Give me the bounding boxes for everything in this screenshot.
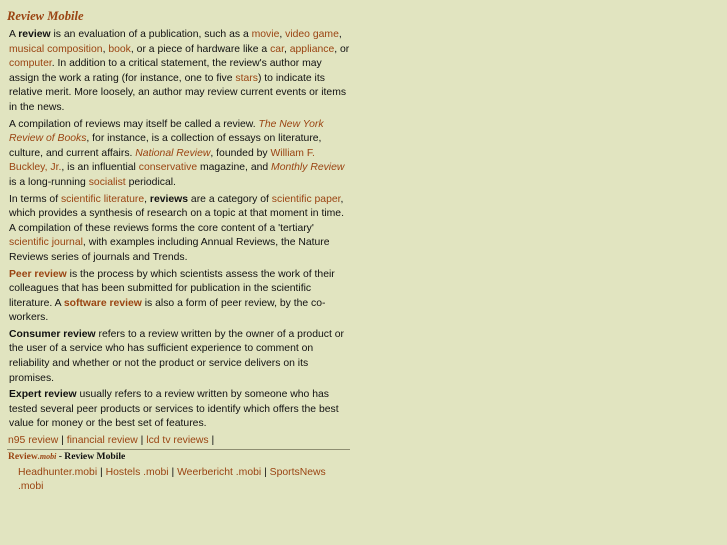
text: , which provides a synthesis of research on a topic at that moment in time. A compilation of these reviews forms the core content of a 'tertiary' (9, 193, 344, 234)
text: is a long-running (9, 176, 89, 188)
link-financial-review[interactable]: financial review (66, 435, 138, 447)
link-william-f-buckley[interactable]: William F. Buckley, Jr. (9, 147, 315, 174)
partner-links-row (18, 466, 350, 494)
page-content (7, 8, 350, 494)
link-headhunter-mobi[interactable]: Headhunter.mobi (18, 467, 98, 479)
text: are a category of (188, 193, 272, 205)
text: refers to a review written by the owner of a product or the user of a service who has sufficient experience to comment on reliability and whether or not the product or service delivers on its promises. (9, 328, 344, 384)
link-socialist[interactable]: socialist (88, 176, 126, 188)
link-lcd-tv-reviews[interactable]: lcd tv reviews (146, 435, 209, 447)
term-software-review: software review (63, 297, 142, 309)
text: , founded by (210, 147, 271, 159)
link-scientific-paper[interactable]: scientific paper (271, 193, 341, 205)
text: , (338, 29, 342, 40)
link-conservative[interactable]: conservative (138, 162, 198, 174)
link-stars[interactable]: stars (235, 72, 258, 84)
term-reviews: reviews (149, 193, 189, 205)
review-links-row (8, 434, 350, 448)
text: , (283, 43, 290, 55)
term-consumer-review: Consumer review (9, 328, 96, 340)
paragraph-peer-review (9, 268, 350, 326)
separator: | (168, 467, 178, 479)
divider (7, 449, 350, 450)
link-new-york-review-of-books[interactable]: The New York Review of Books (9, 118, 324, 145)
text: ) to indicate its relative merit. More loosely, an author may review current events or items in the news. (9, 72, 347, 113)
link-scientific-literature[interactable]: scientific literature (60, 193, 145, 205)
link-book[interactable]: book (108, 43, 131, 55)
text: . In addition to a critical statement, the review's author may assign the work a rating (for instance, one to five (9, 58, 322, 84)
link-appliance[interactable]: appliance (289, 43, 335, 55)
brand-logo-name: Review (8, 451, 38, 463)
text: , for instance, is a collection of essays on literature, culture, and current affairs. (9, 133, 322, 159)
text: is an evaluation of a publication, such as a (50, 29, 252, 40)
text: is the process by which scientists assess the work of their colleagues that has been submitted for publication in the scientific literature. A (9, 268, 335, 309)
link-sportsnews-mobi[interactable]: SportsNews .mobi (18, 467, 326, 493)
term-expert-review: Expert review (9, 389, 77, 401)
link-video-game[interactable]: video game (285, 29, 339, 40)
text: , is an influential (61, 162, 139, 174)
text: magazine, and (197, 162, 272, 174)
link-monthly-review[interactable]: Monthly Review (271, 162, 345, 174)
text: is also a form of peer review, by the co-workers. (9, 297, 326, 324)
link-n95-review[interactable]: n95 review (8, 435, 59, 447)
link-movie[interactable]: movie (251, 29, 280, 40)
separator: | (58, 435, 67, 447)
paragraph-consumer-review (9, 328, 350, 386)
footer-brand (8, 451, 350, 463)
term-review: review (18, 29, 51, 40)
link-weerbericht-mobi[interactable]: Weerbericht .mobi (177, 467, 262, 479)
paragraph-compilation (9, 118, 350, 191)
site-title: Review Mobile (7, 9, 84, 23)
text: , or (334, 43, 350, 55)
separator: | (97, 467, 106, 479)
link-hostels-mobi[interactable]: Hostels .mobi (105, 467, 169, 479)
separator: | (261, 467, 270, 479)
brand-logo-ext: .mobi (37, 452, 57, 462)
text: , (279, 29, 286, 40)
link-computer[interactable]: computer (9, 58, 52, 70)
text: , (102, 43, 109, 55)
text: usually refers to a review written by someone who has tested several peer products or services to identify which offers the best value for money or the best set of features. (9, 389, 339, 430)
text: A compilation of reviews may itself be called a review. (9, 118, 259, 130)
paragraph-review-definition (9, 28, 350, 116)
separator: | (208, 435, 215, 447)
link-scientific-journal[interactable]: scientific journal (9, 237, 83, 249)
link-musical-composition[interactable]: musical composition (9, 43, 103, 55)
text: , with examples including Annual Reviews, the Nature Reviews series of journals and Trends. (9, 237, 330, 263)
text: , (144, 193, 150, 205)
term-peer-review: Peer review (9, 268, 67, 280)
link-car[interactable]: car (270, 43, 284, 55)
text: , or a piece of hardware like a (130, 43, 271, 55)
separator: | (137, 435, 147, 447)
brand-tagline: - Review Mobile (56, 451, 126, 463)
text: In terms of (9, 193, 61, 205)
text: periodical. (125, 176, 176, 188)
paragraph-scientific (9, 193, 350, 266)
link-national-review[interactable]: National Review (135, 147, 211, 159)
text: A (9, 29, 19, 40)
paragraph-expert-review (9, 388, 350, 432)
